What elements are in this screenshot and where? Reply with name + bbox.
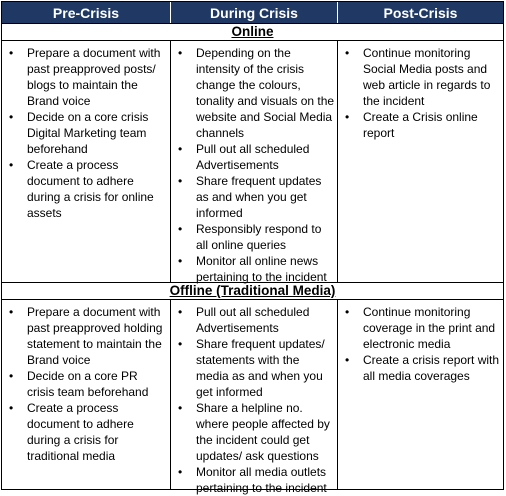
bullet-icon: • <box>9 401 14 415</box>
list-item-text: Monitor all media outlets pertaining to the incident <box>196 465 327 495</box>
offline-post-crisis-cell <box>337 300 503 489</box>
header-during-crisis: During Crisis <box>170 2 337 23</box>
list-item-text: Monitor all online news pertaining to the incident <box>196 254 327 284</box>
list-item-text: Pull out all scheduled Advertisements <box>196 142 310 172</box>
list-item <box>6 109 168 157</box>
online-during-crisis-cell <box>170 41 337 282</box>
list-item <box>175 221 335 253</box>
list-item-text: Continue monitoring coverage in the print and electronic media <box>363 305 496 351</box>
list-item-text: Responsibly respond to all online queries <box>196 222 322 252</box>
table-header-row <box>2 2 503 23</box>
section-title-online: Online <box>2 23 503 41</box>
list-item-text: Decide on a core PR crisis team beforehand <box>27 369 149 399</box>
header-pre-crisis: Pre-Crisis <box>52 4 120 21</box>
list-item-text: Create a process document to adhere during a crisis for traditional media <box>27 401 134 463</box>
list-item <box>6 157 168 221</box>
list-item <box>175 400 335 464</box>
list-item-text: Prepare a document with past preapproved holding statement to maintain the Brand voice <box>27 305 163 367</box>
bullet-icon: • <box>345 353 350 367</box>
list-item-text: Decide on a core crisis Digital Marketing team beforehand <box>27 110 149 156</box>
list-item-text: Share frequent updates as and when you get informed <box>196 174 322 220</box>
list-item-text: Share frequent updates/ statements with the media as and when you get informed <box>196 337 325 399</box>
list-item <box>342 352 501 384</box>
bullet-icon: • <box>178 401 183 415</box>
bullet-icon: • <box>345 46 350 60</box>
list-item-text: Prepare a document with past preapproved posts/ blogs to maintain the Brand voice <box>27 46 161 108</box>
list-item <box>175 253 335 285</box>
section-row-offline <box>2 300 503 495</box>
bullet-icon: • <box>178 254 183 268</box>
online-pre-crisis-cell <box>2 41 170 282</box>
list-item-text: Create a Crisis online report <box>363 110 478 140</box>
bullet-icon: • <box>178 222 183 236</box>
list-item <box>6 45 168 109</box>
list-item <box>175 173 335 221</box>
bullet-icon: • <box>9 46 14 60</box>
list-item <box>342 45 501 109</box>
bullet-icon: • <box>178 46 183 60</box>
list-item <box>6 400 168 464</box>
list-item-text: Pull out all scheduled Advertisements <box>196 305 310 335</box>
list-item-text: Depending on the intensity of the crisis change the colours, tonality and visuals on the website and Social Media channels <box>196 46 335 140</box>
header-post-crisis: Post-Crisis <box>337 2 503 23</box>
list-item <box>175 141 335 173</box>
offline-during-crisis-cell <box>170 300 337 495</box>
list-item-text: Continue monitoring Social Media posts and web article in regards to the incident <box>363 46 491 108</box>
bullet-icon: • <box>178 337 183 351</box>
list-item <box>342 109 501 141</box>
bullet-icon: • <box>345 305 350 319</box>
list-item-text: Create a process document to adhere during a crisis for online assets <box>27 158 154 220</box>
section-title-offline: Offline (Traditional Media) <box>2 282 503 300</box>
list-item <box>6 304 168 368</box>
online-post-crisis-cell <box>337 41 503 282</box>
bullet-icon: • <box>9 110 14 124</box>
list-item-text: Create a crisis report with all media coverages <box>363 353 500 383</box>
bullet-icon: • <box>178 142 183 156</box>
list-item-text: Share a helpline no. where people affected by the incident could get updates/ ask questions <box>196 401 330 463</box>
list-item <box>175 304 335 336</box>
list-item <box>342 304 501 352</box>
list-item <box>175 45 335 141</box>
bullet-icon: • <box>9 158 14 172</box>
section-row-online <box>2 41 503 282</box>
list-item <box>6 368 168 400</box>
bullet-icon: • <box>345 110 350 124</box>
bullet-icon: • <box>178 465 183 479</box>
list-item <box>175 464 335 496</box>
list-item <box>175 336 335 400</box>
bullet-icon: • <box>9 305 14 319</box>
offline-pre-crisis-cell <box>2 300 170 489</box>
bullet-icon: • <box>178 174 183 188</box>
bullet-icon: • <box>178 305 183 319</box>
bullet-icon: • <box>9 369 14 383</box>
crisis-plan-table <box>1 1 504 495</box>
